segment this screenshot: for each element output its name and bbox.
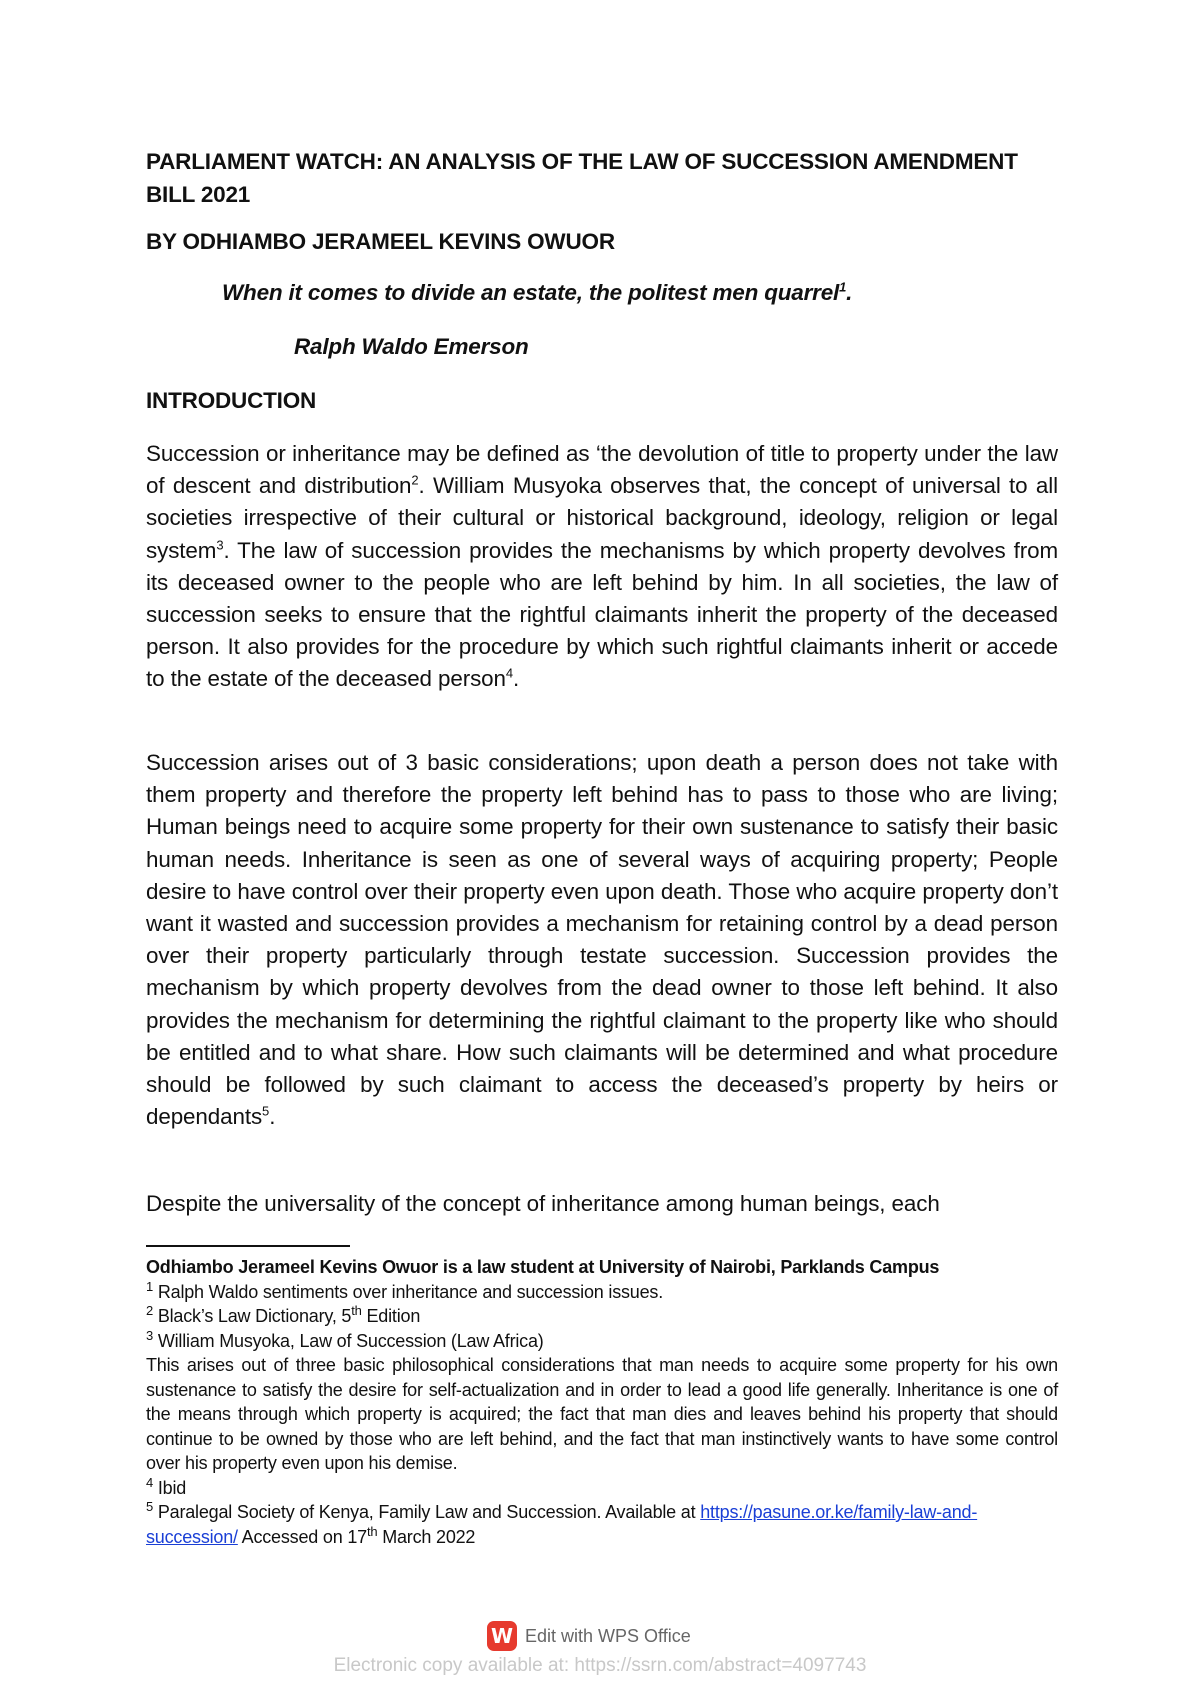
- footnote-ref-5[interactable]: 5: [262, 1103, 270, 1119]
- epigraph-quote: [222, 280, 852, 306]
- footnote-number: 5: [146, 1499, 154, 1514]
- p1-text-d: .: [513, 666, 520, 692]
- footnote-text: Black’s Law Dictionary, 5: [153, 1306, 352, 1326]
- ordinal-suffix: th: [351, 1303, 362, 1318]
- footnotes: [146, 1255, 1058, 1549]
- p2-text-a: Succession arises out of 3 basic considerations; upon death a person does not take with them property and therefore the property left behind has to pass to those who are living; Human beings need to acquire some property for their own sustenance to satisfy their basic human needs. Inheritance is seen as one of several ways of acquiring property; People desire to have control over their property even upon death. Those who acquire property don’t want it wasted and succession provides a mechanism for retaining control by a dead person over their property particularly through testate succession. Succession provides the mechanism by which property devolves from the dead owner to those left behind. It also provides the mechanism for determining the rightful claimant to the property like who should be entitled and to what share. How such claimants will be determined and what procedure should be followed by such claimant to access the deceased’s property by heirs or dependants: [146, 750, 1058, 1130]
- p1-text-a: Succession or inheritance may be defined as ‘the devolution of title to property under the law of descent and distribution: [146, 441, 1058, 499]
- footnote-ref-4[interactable]: 4: [505, 665, 514, 681]
- wps-edit-badge[interactable]: [487, 1621, 691, 1651]
- wps-edit-label: Edit with WPS Office: [525, 1625, 691, 1646]
- footnote-ref-1[interactable]: 1: [839, 279, 847, 295]
- footnote-5: [146, 1500, 1058, 1549]
- paragraph-3: Despite the universality of the concept of inheritance among human beings, each: [146, 1191, 940, 1216]
- p2-text-b: .: [269, 1104, 276, 1130]
- footnote-text: Accessed on 17: [237, 1526, 367, 1547]
- p1-text-b: . William Musyoka observes that, the concept of universal to all societies irrespective of their cultural or historical background, ideology, religion or legal system: [146, 473, 1058, 563]
- footnote-text: Edition: [361, 1306, 421, 1326]
- ssrn-footer: Electronic copy available at: https://ssrn.com/abstract=4097743: [333, 1655, 867, 1676]
- footnote-link[interactable]: https://pasune.or.ke/family-law-and-succession/: [146, 1502, 978, 1547]
- footnote-number: 1: [146, 1278, 154, 1294]
- footnote-1: [146, 1280, 1058, 1305]
- footnote-ref-2[interactable]: 2: [411, 472, 419, 488]
- footnote-text: Ibid: [153, 1477, 187, 1498]
- epigraph-text: When it comes to divide an estate, the politest men quarrel: [222, 280, 840, 305]
- p1-text-c: . The law of succession provides the mechanisms by which property devolves from its deceased owner to the people who are left behind by him. In all societies, the law of succession seeks to ensure that the rightful claimants inherit the property of the deceased person. It also provides for the procedure by which such rightful claimants inherit or accede to the estate of the deceased person: [146, 537, 1058, 692]
- footnote-separator: [146, 1245, 350, 1247]
- footnote-2: [146, 1304, 1058, 1329]
- footnote-text: March 2022: [377, 1526, 476, 1547]
- footnote-3-paragraph: This arises out of three basic philosophical considerations that man needs to acquire some property for his own sustenance to satisfy the desire for self-actualization and in order to lead a good life generally. Inheritance is one of the means through which property is acquired; the fact that man dies and leaves behind his property that should continue to be owned by those who are left behind, and the fact that man instinctively wants to have some control over his property even upon his demise.: [146, 1355, 1058, 1473]
- footnote-text: Ralph Waldo sentiments over inheritance and succession issues.: [153, 1281, 664, 1302]
- footnote-number: 3: [146, 1327, 154, 1343]
- footnote-author: Odhiambo Jerameel Kevins Owuor is a law student at University of Nairobi, Parklands Campus: [146, 1257, 940, 1277]
- ordinal-suffix: th: [366, 1523, 378, 1539]
- footnote-ref-3[interactable]: 3: [216, 537, 224, 553]
- paragraph-2: [146, 747, 1058, 1133]
- footnote-text: William Musyoka, Law of Succession (Law Africa): [153, 1330, 544, 1351]
- section-heading: INTRODUCTION: [146, 388, 317, 413]
- footnote-number: 2: [146, 1303, 154, 1318]
- author-line: BY ODHIAMBO JERAMEEL KEVINS OWUOR: [146, 229, 615, 254]
- epigraph-end: .: [846, 280, 853, 305]
- footnote-text: Paralegal Society of Kenya, Family Law and Succession. Available at: [153, 1502, 701, 1522]
- epigraph-attribution: Ralph Waldo Emerson: [294, 334, 529, 359]
- footnote-3: [146, 1329, 1058, 1354]
- wps-logo-icon: W: [487, 1621, 517, 1651]
- footnote-4: [146, 1476, 1058, 1501]
- document-title: PARLIAMENT WATCH: AN ANALYSIS OF THE LAW OF SUCCESSION AMENDMENT BILL 2021: [146, 149, 1018, 207]
- footnote-number: 4: [146, 1474, 154, 1490]
- paragraph-1: [146, 438, 1058, 696]
